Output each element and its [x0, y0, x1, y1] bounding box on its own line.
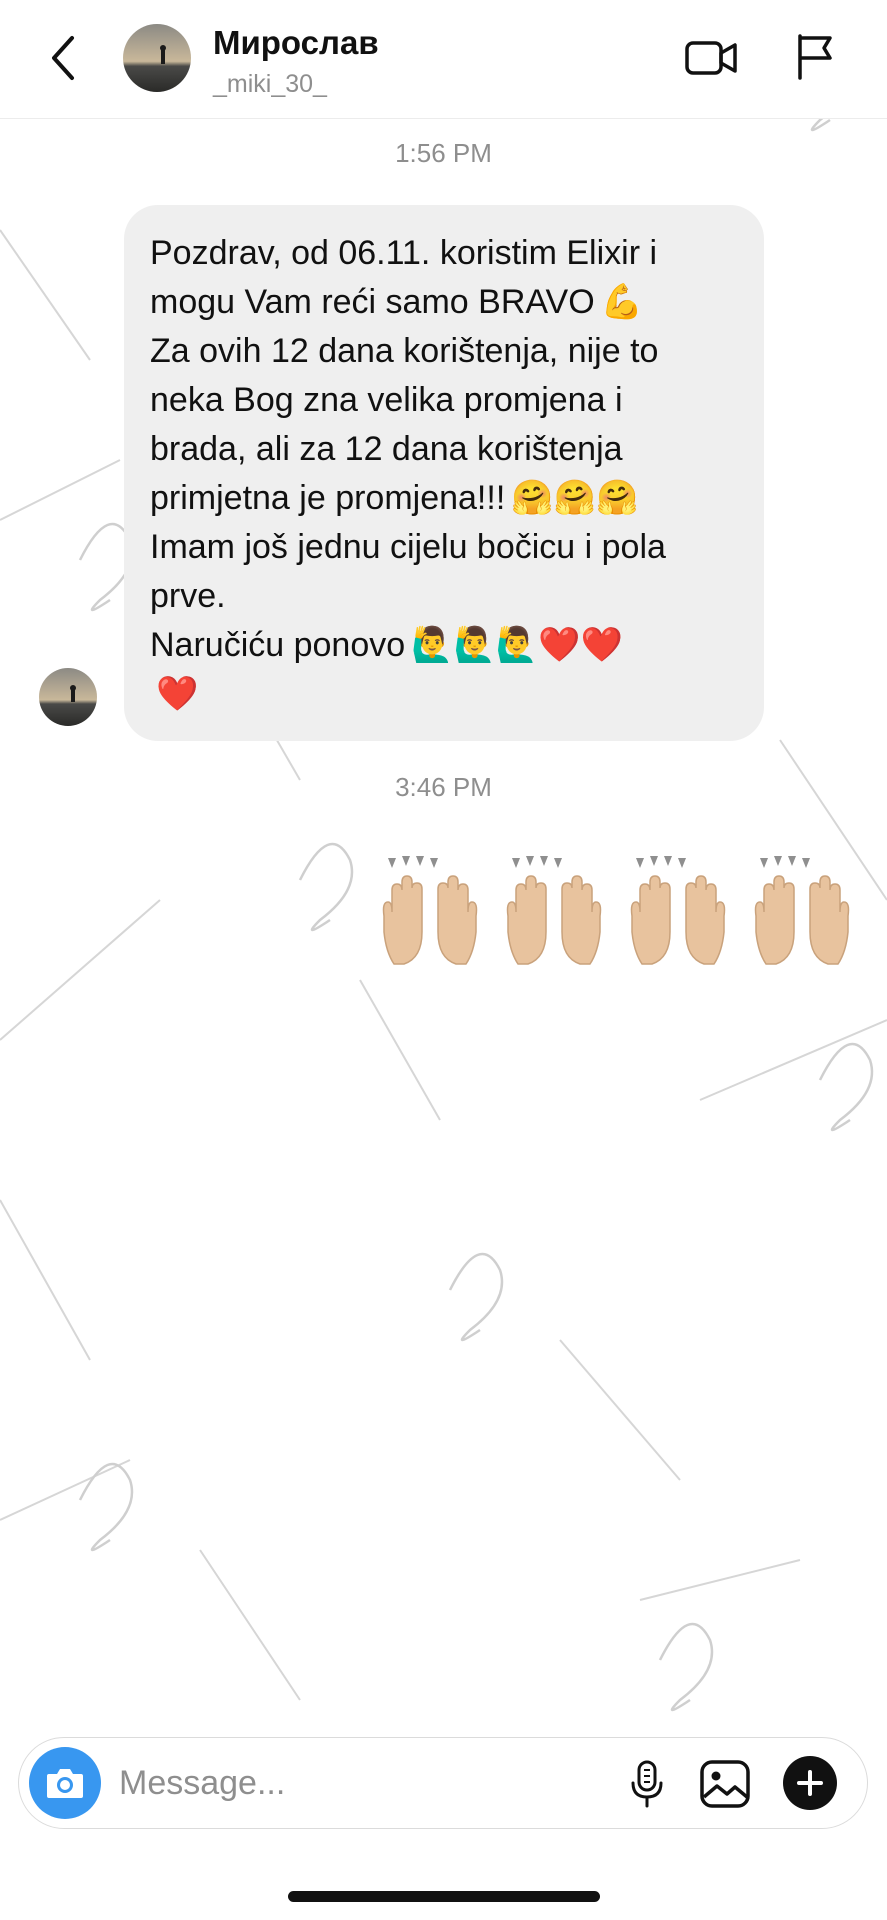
message-line: primjetna je promjena!!! 🤗🤗🤗	[150, 474, 736, 523]
chevron-left-icon	[48, 34, 78, 82]
raising-hands-icon	[384, 856, 477, 964]
flag-icon	[794, 32, 836, 82]
message-line: Imam još jednu cijelu bočicu i pola	[150, 528, 666, 566]
avatar[interactable]	[123, 24, 191, 92]
video-camera-icon	[684, 38, 738, 78]
message-line: Pozdrav, od 06.11. koristim Elixir i	[150, 234, 658, 272]
message-line	[150, 670, 736, 719]
voice-message-button[interactable]	[619, 1754, 675, 1814]
camera-button[interactable]	[29, 1747, 101, 1819]
raising-hands-icon	[632, 856, 725, 964]
more-options-button[interactable]	[783, 1756, 837, 1810]
raising-hands-icon	[756, 856, 849, 964]
home-indicator	[288, 1891, 600, 1902]
back-button[interactable]	[38, 28, 88, 88]
chat-header	[0, 0, 887, 119]
message-timestamp: 3:46 PM	[395, 772, 492, 802]
message-timestamp: 1:56 PM	[395, 138, 492, 168]
gallery-button[interactable]	[695, 1754, 755, 1814]
camera-icon	[45, 1766, 85, 1800]
gallery-icon	[699, 1759, 751, 1809]
microphone-icon	[629, 1759, 665, 1809]
red-heart-emoji: ❤️	[156, 674, 199, 714]
flexed-biceps-emoji: 💪	[600, 282, 643, 322]
raising-hand-heart-emoji: 🙋‍♂️🙋‍♂️🙋‍♂️❤️❤️	[411, 625, 623, 665]
message-composer	[18, 1737, 868, 1829]
plus-icon	[796, 1769, 824, 1797]
message-line: prve.	[150, 577, 226, 615]
contact-name[interactable]: Мирослав	[213, 24, 379, 61]
message-input[interactable]	[119, 1752, 619, 1814]
message-line: brada, ali za 12 dana korištenja	[150, 430, 623, 468]
outgoing-message-emoji[interactable]	[372, 856, 866, 968]
contact-handle: _miki_30_	[213, 70, 327, 98]
raising-hands-icon	[508, 856, 601, 964]
video-call-button[interactable]	[682, 34, 740, 82]
report-button[interactable]	[790, 30, 840, 84]
sender-avatar[interactable]	[39, 668, 97, 726]
message-line: neka Bog zna velika promjena i	[150, 381, 623, 419]
message-line: Za ovih 12 dana korištenja, nije to	[150, 332, 659, 370]
message-line: mogu Vam reći samo BRAVO 💪	[150, 278, 736, 327]
message-line: Naručiću ponovo 🙋‍♂️🙋‍♂️🙋‍♂️❤️❤️	[150, 621, 736, 670]
incoming-message-bubble[interactable]	[124, 205, 764, 741]
hugging-face-emoji: 🤗🤗🤗	[511, 478, 639, 518]
